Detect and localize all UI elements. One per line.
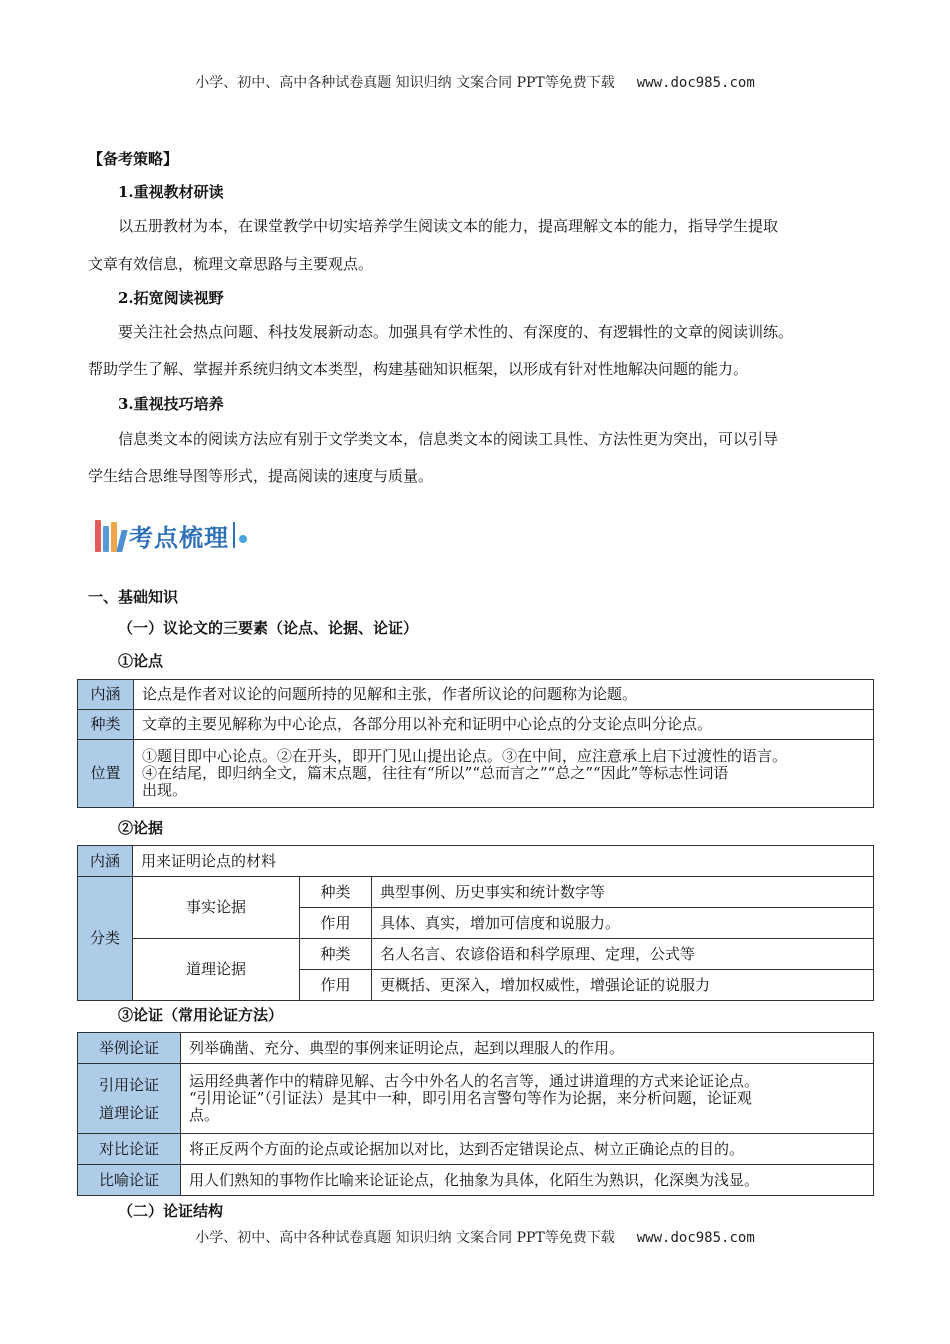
argument-label-quote	[78, 1064, 181, 1134]
header-text: 小学、初中、高中各种试卷真题 知识归纳 文案合同 PPT等免费下载	[195, 75, 615, 91]
thesis-label-weizhi: 位置	[78, 740, 134, 808]
books-icon	[95, 518, 127, 552]
thesis-weizhi-line-2: ④在结尾，即归纳全文，篇末点题，往往有“所以”“总而言之”“总之”“因此”等标志性词语	[142, 764, 729, 782]
evidence-label-neihan: 内涵	[78, 846, 133, 877]
evidence-reason-use-label: 作用	[300, 970, 372, 1001]
thesis-value-weizhi	[134, 740, 874, 808]
strategy-item-3-line-1: 信息类文本的阅读方法应有别于文学类文本，信息类文本的阅读工具性、方法性更为突出，可以引导	[118, 430, 779, 448]
strategy-item-1-title: 1.重视教材研读	[118, 183, 224, 201]
thesis-value-neihan	[134, 680, 874, 710]
argument-label-example: 举例论证	[78, 1033, 181, 1064]
strategy-item-2-title: 2.拓宽阅读视野	[118, 289, 224, 307]
strategy-item-1-line-2: 文章有效信息，梳理文章思路与主要观点。	[88, 255, 374, 273]
argument-label-contrast: 对比论证	[78, 1134, 181, 1165]
page-footer	[0, 1227, 950, 1247]
argument-label-quote-1: 引用论证	[98, 1075, 159, 1094]
section-banner	[95, 513, 247, 557]
strategy-item-3-line-2: 学生结合思维导图等形式，提高阅读的速度与质量。	[88, 467, 434, 485]
evidence-group-fact: 事实论据	[133, 877, 300, 939]
thesis-table	[77, 679, 874, 808]
header-url[interactable]: www.doc985.com	[636, 75, 755, 91]
argument-label-metaphor: 比喻论证	[78, 1165, 181, 1196]
thesis-weizhi-line-3: 出现。	[142, 781, 188, 799]
evidence-reason-kind: 名人名言、农谚俗语和科学原理、定理，公式等	[372, 939, 874, 970]
thesis-title: ①论点	[118, 652, 164, 670]
evidence-label-fenlei: 分类	[78, 877, 133, 1001]
argument-label-quote-2: 道理论证	[98, 1103, 159, 1122]
footer-text: 小学、初中、高中各种试卷真题 知识归纳 文案合同 PPT等免费下载	[195, 1230, 615, 1246]
banner-divider	[233, 522, 235, 548]
thesis-label-neihan: 内涵	[78, 680, 134, 710]
evidence-reason-kind-label: 种类	[300, 939, 372, 970]
argument-quote-line-1: 运用经典著作中的精辟见解、古今中外名人的名言等，通过讲道理的方式来论证论点。	[189, 1072, 760, 1090]
strategy-item-3-title: 3.重视技巧培养	[118, 395, 224, 413]
thesis-value-zhonglei	[134, 710, 874, 740]
thesis-weizhi-line-1: ①题目即中心论点。②在开头，即开门见山提出论点。③在中间，应注意承上启下过渡性的语言。	[142, 747, 788, 765]
thesis-value-zhonglei-line: 文章的主要见解称为中心论点，各部分用以补充和证明中心论点的分支论点叫分论点。	[142, 715, 713, 733]
strategy-item-2-line-2: 帮助学生了解、掌握并系统归纳文本类型，构建基础知识框架，以形成有针对性地解决问题的能力。	[88, 360, 749, 378]
thesis-label-zhonglei: 种类	[78, 710, 134, 740]
evidence-fact-use: 具体、真实，增加可信度和说服力。	[372, 908, 874, 939]
banner-title: 考点梳理	[129, 523, 229, 552]
argument-value-quote	[181, 1064, 874, 1134]
evidence-fact-kind: 典型事例、历史事实和统计数字等	[372, 877, 874, 908]
argument-value-contrast: 将正反两个方面的论点或论据加以对比，达到否定错误论点、树立正确论点的目的。	[181, 1134, 874, 1165]
evidence-table	[77, 845, 874, 1001]
subsection-2-title: （二）论证结构	[118, 1202, 224, 1220]
evidence-reason-use: 更概括、更深入，增加权威性，增强论证的说服力	[372, 970, 874, 1001]
footer-url[interactable]: www.doc985.com	[636, 1230, 755, 1246]
page-header	[0, 72, 950, 92]
argument-title: ③论证（常用论证方法）	[118, 1006, 284, 1024]
evidence-fact-kind-label: 种类	[300, 877, 372, 908]
evidence-group-reason: 道理论据	[133, 939, 300, 1001]
argument-value-metaphor: 用人们熟知的事物作比喻来论证论点，化抽象为具体，化陌生为熟识，化深奥为浅显。	[181, 1165, 874, 1196]
evidence-title: ②论据	[118, 819, 164, 837]
evidence-value-neihan: 用来证明论点的材料	[133, 846, 874, 877]
strategy-item-1-line-1: 以五册教材为本，在课堂教学中切实培养学生阅读文本的能力，提高理解文本的能力，指导学生提取	[118, 217, 779, 235]
section-title: 一、基础知识	[88, 588, 179, 606]
argument-table	[77, 1032, 874, 1196]
strategy-item-2-line-1: 要关注社会热点问题、科技发展新动态。加强具有学术性的、有深度的、有逻辑性的文章的阅读训练。	[118, 323, 794, 341]
subsection-1-title: （一）议论文的三要素（论点、论据、论证）	[118, 619, 419, 637]
argument-quote-line-2: “引用论证”（引证法）是其中一种，即引用名言警句等作为论据，来分析问题，论证观	[189, 1089, 752, 1107]
banner-dot-icon	[239, 535, 247, 543]
evidence-fact-use-label: 作用	[300, 908, 372, 939]
argument-value-example: 列举确凿、充分、典型的事例来证明论点，起到以理服人的作用。	[181, 1033, 874, 1064]
argument-quote-line-3: 点。	[189, 1106, 220, 1124]
strategy-heading: 【备考策略】	[88, 150, 179, 168]
thesis-value-neihan-line: 论点是作者对议论的问题所持的见解和主张，作者所议论的问题称为论题。	[142, 685, 638, 703]
